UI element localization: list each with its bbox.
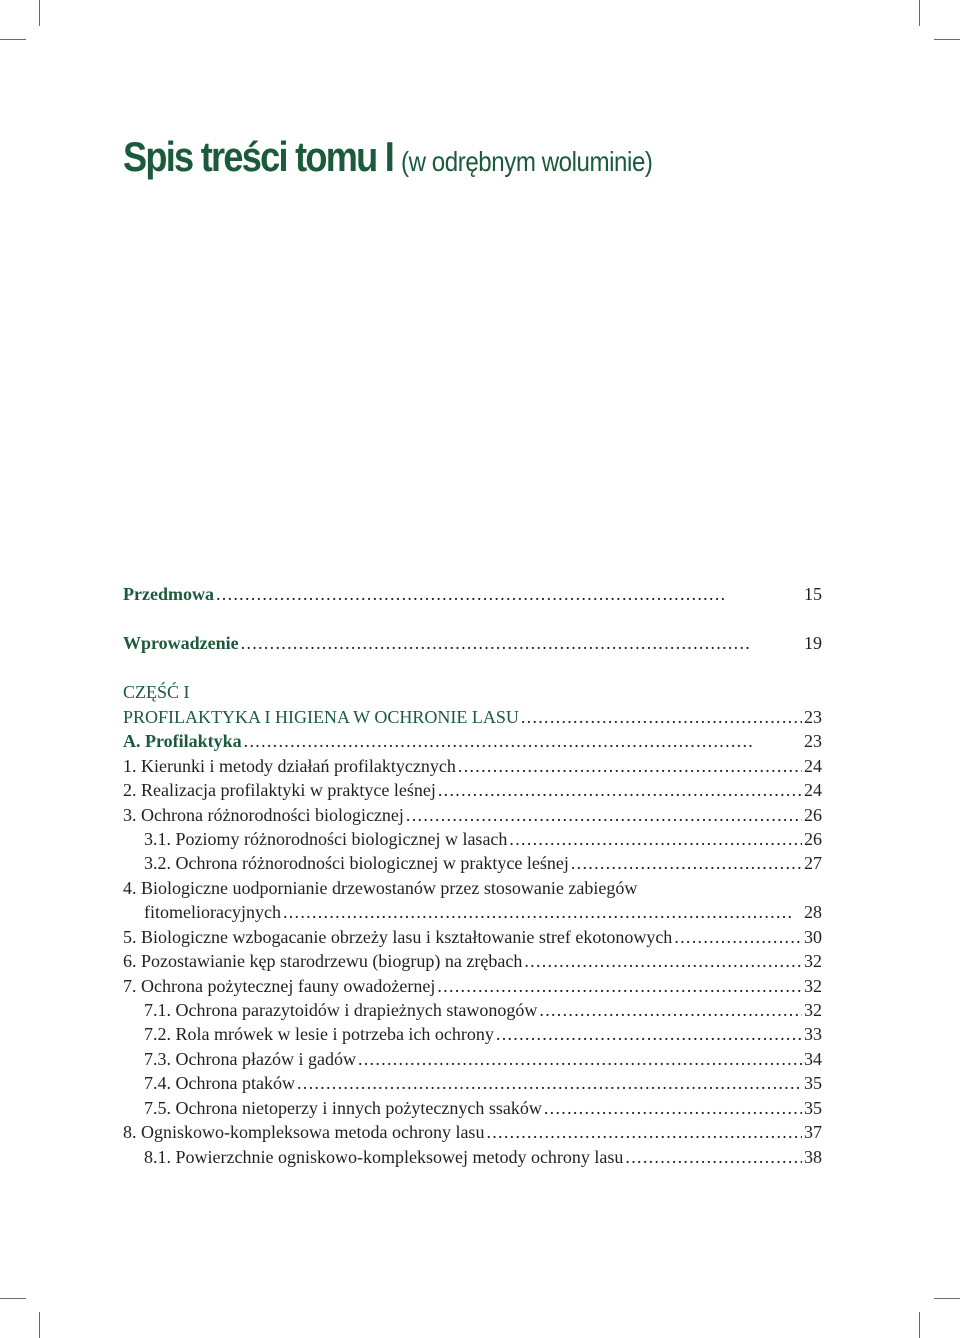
toc-entry-page: 27	[804, 853, 822, 873]
toc-entry-label: 6. Pozostawianie kęp starodrzewu (biogrup) na zrębach	[123, 951, 523, 971]
dot-leader	[521, 705, 802, 729]
toc-entry-wprowadzenie[interactable]	[123, 631, 822, 655]
toc-entry[interactable]	[123, 803, 822, 827]
dot-leader	[244, 729, 802, 753]
dot-leader	[674, 925, 802, 949]
toc-entry-page: 28	[804, 902, 822, 922]
toc-entry-page: 24	[804, 756, 822, 776]
toc-entry-page: 32	[804, 951, 822, 971]
toc-entry-label: fitomelioracyjnych	[144, 902, 281, 922]
toc-entry-page: 32	[804, 976, 822, 996]
dot-leader	[509, 827, 802, 851]
toc-entry[interactable]	[123, 1022, 822, 1046]
page-title	[123, 133, 693, 181]
toc-entry[interactable]	[123, 1120, 822, 1144]
toc-entry-page: 38	[804, 1147, 822, 1167]
dot-leader	[216, 582, 802, 606]
toc-entry-page: 23	[804, 707, 822, 727]
toc-entry-label: 7.1. Ochrona parazytoidów i drapieżnych stawonogów	[144, 1000, 538, 1020]
toc-entry-page: 33	[804, 1024, 822, 1044]
toc-entry[interactable]	[123, 1096, 822, 1120]
dot-leader	[241, 631, 802, 655]
crop-mark-bottom-right-vertical	[919, 1312, 920, 1338]
toc-entry-label: 7.3. Ochrona płazów i gadów	[144, 1049, 356, 1069]
toc-entry[interactable]	[123, 1047, 822, 1071]
toc-entry[interactable]	[123, 851, 822, 875]
toc-entry[interactable]	[123, 925, 822, 949]
crop-mark-top-right-vertical	[919, 0, 920, 26]
dot-leader	[544, 1096, 802, 1120]
toc-entry-label: 7. Ochrona pożytecznej fauny owadożernej	[123, 976, 436, 996]
dot-leader	[458, 754, 802, 778]
toc-entry-page: 37	[804, 1122, 822, 1142]
toc-entry[interactable]	[123, 974, 822, 998]
toc-entry-label: 2. Realizacja profilaktyki w praktyce leśnej	[123, 780, 436, 800]
crop-mark-top-right-horizontal	[934, 39, 960, 40]
toc-entry-label: 3.2. Ochrona różnorodności biologicznej w praktyce leśnej	[144, 853, 569, 873]
dot-leader	[406, 803, 802, 827]
toc-entry-page: 30	[804, 927, 822, 947]
toc-entry-page: 23	[804, 731, 822, 751]
toc-entry-label: Przedmowa	[123, 584, 214, 604]
toc-entry-label: 3. Ochrona różnorodności biologicznej	[123, 805, 404, 825]
dot-leader	[437, 974, 802, 998]
dot-leader	[297, 1071, 802, 1095]
dot-leader	[438, 778, 802, 802]
toc-entry-label: 7.4. Ochrona ptaków	[144, 1073, 295, 1093]
toc-entry[interactable]	[123, 827, 822, 851]
crop-mark-bottom-right-horizontal	[934, 1298, 960, 1299]
toc-entry-label: 8. Ogniskowo-kompleksowa metoda ochrony lasu	[123, 1122, 485, 1142]
toc-entry[interactable]	[123, 949, 822, 973]
toc-entry-section-a[interactable]	[123, 729, 822, 753]
dot-leader	[283, 900, 802, 924]
toc-entry-label[interactable]: 4. Biologiczne uodpornianie drzewostanów przez stosowanie zabiegów	[123, 878, 638, 898]
toc-entry-przedmowa[interactable]	[123, 582, 822, 606]
toc-entry[interactable]	[123, 1071, 822, 1095]
toc-entry[interactable]	[123, 900, 822, 924]
toc-entry-label: A. Profilaktyka	[123, 731, 242, 751]
title-subtitle: (w odrębnym woluminie)	[400, 146, 653, 177]
toc-entry-part-title[interactable]	[123, 705, 822, 729]
toc-entry-page: 26	[804, 829, 822, 849]
toc-entry[interactable]	[123, 754, 822, 778]
dot-leader	[496, 1022, 802, 1046]
toc-entry-label: 5. Biologiczne wzbogacanie obrzeży lasu i kształtowanie stref ekotonowych	[123, 927, 673, 947]
toc-entry[interactable]	[123, 1145, 822, 1169]
toc-entry-label: 8.1. Powierzchnie ogniskowo-kompleksowej metody ochrony lasu	[144, 1147, 624, 1167]
toc-entry-label: 7.2. Rola mrówek w lesie i potrzeba ich ochrony	[144, 1024, 494, 1044]
toc-entry-label: 1. Kierunki i metody działań profilaktycznych	[123, 756, 456, 776]
toc-entry-page: 15	[804, 584, 822, 604]
toc-entry-label: 3.1. Poziomy różnorodności biologicznej w lasach	[144, 829, 508, 849]
dot-leader	[625, 1145, 802, 1169]
toc-entry-page: 35	[804, 1098, 822, 1118]
toc-entry[interactable]	[123, 998, 822, 1022]
part-heading: CZĘŚĆ I	[123, 682, 190, 702]
toc-entry-label: PROFILAKTYKA I HIGIENA W OCHRONIE LASU	[123, 707, 519, 727]
toc-entry-label: Wprowadzenie	[123, 633, 239, 653]
crop-mark-bottom-left-horizontal	[0, 1298, 26, 1299]
toc-entry-page: 34	[804, 1049, 822, 1069]
toc-entry-page: 24	[804, 780, 822, 800]
dot-leader	[571, 851, 802, 875]
toc-entry-page: 19	[804, 633, 822, 653]
dot-leader	[486, 1120, 802, 1144]
toc-entry-page: 32	[804, 1000, 822, 1020]
toc-entry-page: 26	[804, 805, 822, 825]
toc-entry[interactable]	[123, 778, 822, 802]
crop-mark-top-left-vertical	[39, 0, 40, 26]
dot-leader	[524, 949, 802, 973]
dot-leader	[358, 1047, 802, 1071]
title-main: Spis treści tomu I	[123, 133, 394, 180]
toc-entry-page: 35	[804, 1073, 822, 1093]
crop-mark-bottom-left-vertical	[39, 1312, 40, 1338]
toc-entry-label: 7.5. Ochrona nietoperzy i innych pożytecznych ssaków	[144, 1098, 542, 1118]
dot-leader	[539, 998, 802, 1022]
crop-mark-top-left-horizontal	[0, 39, 26, 40]
